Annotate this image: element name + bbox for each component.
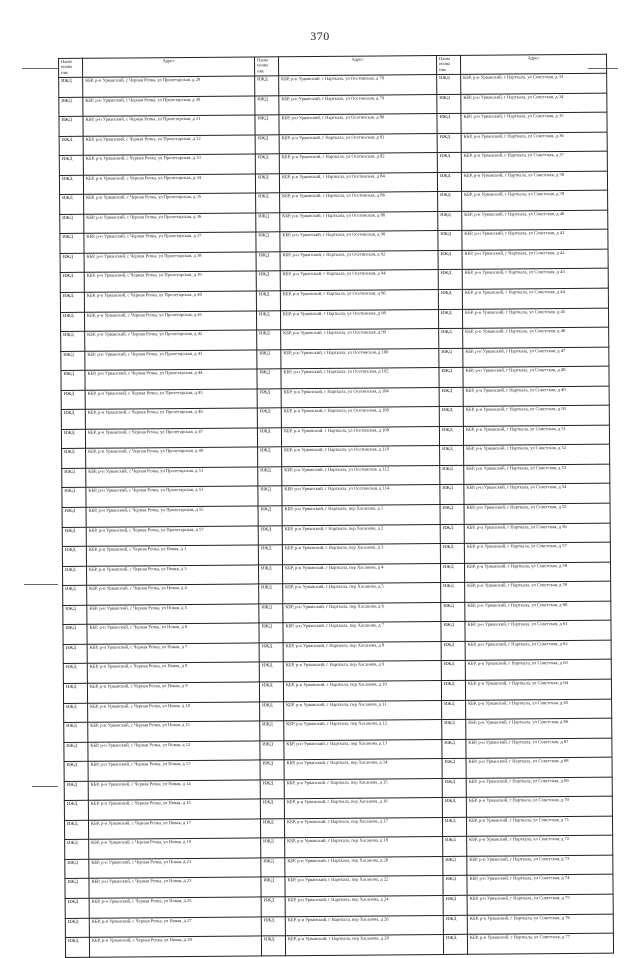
address-cell: КБР, р-н Урванский, г Нарткала, ул Советская, д 33 bbox=[461, 73, 607, 94]
address-cell: КБР, р-н Урванский, г Нарткала, ул Осетинская, д 108 bbox=[281, 426, 439, 447]
building-type-cell: ИЖД bbox=[256, 213, 280, 233]
table-row bbox=[65, 933, 613, 957]
address-cell: КБР, р-н Урванский, г Нарткала, ул Советская, д 73 bbox=[467, 855, 613, 876]
building-type-cell: ИЖД bbox=[65, 859, 89, 879]
building-type-cell: ИЖД bbox=[440, 465, 464, 485]
address-cell: КБР, р-н Урванский, г Нарткала, пер Хасанова, д 13 bbox=[284, 739, 442, 760]
address-cell: КБР, р-н Урванский, с Черная Речка, ул Пролетарская, д 40 bbox=[84, 291, 256, 312]
building-type-cell: ИЖД bbox=[259, 584, 283, 604]
building-type-cell: ИЖД bbox=[60, 273, 84, 293]
address-cell: КБР, р-н Урванский, г Нарткала, ул Советская, д 71 bbox=[466, 816, 612, 837]
building-type-cell: ИЖД bbox=[62, 566, 86, 586]
address-cell: КБР, р-н Урванский, г Нарткала, ул Осетинская, д 104 bbox=[281, 387, 439, 408]
building-type-cell: ИЖД bbox=[64, 761, 88, 781]
address-cell: КБР, р-н Урванский, с Черная Речка, ул Пролетарская, д 30 bbox=[83, 96, 255, 117]
address-cell: КБР, р-н Урванский, г Нарткала, ул Советская, д 39 bbox=[462, 190, 608, 211]
address-cell: КБР, р-н Урванский, г Нарткала, ул Осетинская, д 112 bbox=[282, 465, 440, 486]
address-cell: КБР, р-н Урванский, с Черная Речка, ул Новая, д 19 bbox=[89, 838, 261, 859]
address-cell: КБР, р-н Урванский, г Нарткала, ул Осетинская, д 100 bbox=[281, 348, 439, 369]
building-type-cell: ИЖД bbox=[442, 798, 466, 818]
table-body bbox=[59, 73, 614, 957]
building-type-cell: ИЖД bbox=[63, 683, 87, 703]
building-type-cell: ИЖД bbox=[65, 898, 89, 918]
building-type-cell: ИЖД bbox=[257, 369, 281, 389]
building-type-cell: ИЖД bbox=[259, 604, 283, 624]
address-cell: КБР, р-н Урванский, г Нарткала, ул Осетинская, д 78 bbox=[279, 75, 437, 96]
address-cell: КБР, р-н Урванский, г Нарткала, ул Советская, д 37 bbox=[461, 151, 607, 172]
address-cell: КБР, р-н Урванский, с Черная Речка, ул Пролетарская, д 53 bbox=[86, 486, 258, 507]
address-cell: КБР, р-н Урванский, с Черная Речка, ул Пролетарская, д 57 bbox=[86, 526, 258, 547]
building-type-cell: ИЖД bbox=[443, 876, 467, 896]
address-cell: КБР, р-н Урванский, с Черная Речка, ул Пролетарская, д 44 bbox=[85, 369, 257, 390]
address-cell: КБР, р-н Урванский, г Нарткала, ул Советская, д 60 bbox=[465, 601, 611, 622]
address-cell: КБР, р-н Урванский, с Черная Речка, ул Новая, д 21 bbox=[89, 858, 261, 879]
address-cell: КБР, р-н Урванский, г Нарткала, пер Хасанова, д 2 bbox=[282, 524, 440, 545]
building-type-cell: ИЖД bbox=[257, 330, 281, 350]
address-cell: КБР, р-н Урванский, с Черная Речка, ул Новая, д 17 bbox=[88, 819, 260, 840]
building-type-cell: ИЖД bbox=[64, 722, 88, 742]
address-cell: КБР, р-н Урванский, г Нарткала, ул Советская, д 64 bbox=[465, 679, 611, 700]
address-cell: КБР, р-н Урванский, г Нарткала, ул Советская, д 68 bbox=[466, 757, 612, 778]
address-cell: КБР, р-н Урванский, с Черная Речка, ул Пролетарская, д 29 bbox=[83, 76, 255, 97]
building-type-cell: ИЖД bbox=[440, 563, 464, 583]
building-type-cell: ИЖД bbox=[440, 446, 464, 466]
address-cell: КБР, р-н Урванский, с Черная Речка, ул Новая, д 1 bbox=[86, 545, 258, 566]
building-type-cell: ИЖД bbox=[60, 292, 84, 312]
address-cell: КБР, р-н Урванский, с Черная Речка, ул Новая, д 9 bbox=[87, 682, 259, 703]
building-type-cell: ИЖД bbox=[61, 390, 85, 410]
building-type-cell: ИЖД bbox=[256, 310, 280, 330]
building-type-cell: ИЖД bbox=[59, 155, 83, 175]
address-cell: КБР, р-н Урванский, г Нарткала, пер Хасанова, д 3 bbox=[282, 544, 440, 565]
address-cell: КБР, р-н Урванский, г Нарткала, ул Советская, д 52 bbox=[464, 445, 610, 466]
building-type-cell: ИЖД bbox=[442, 817, 466, 837]
building-type-cell: ИЖД bbox=[258, 525, 282, 545]
building-type-cell: ИЖД bbox=[60, 195, 84, 215]
building-type-cell: ИЖД bbox=[61, 371, 85, 391]
building-type-cell: ИЖД bbox=[65, 918, 89, 938]
building-type-cell: ИЖД bbox=[59, 116, 83, 136]
address-cell: КБР, р-н Урванский, с Черная Речка, ул Пролетарская, д 34 bbox=[83, 174, 255, 195]
address-cell: КБР, р-н Урванский, с Черная Речка, ул Пролетарская, д 55 bbox=[86, 506, 258, 527]
building-type-cell: ИЖД bbox=[439, 426, 463, 446]
address-cell: КБР, р-н Урванский, г Нарткала, ул Советская, д 61 bbox=[465, 620, 611, 641]
address-cell: КБР, р-н Урванский, г Нарткала, пер Хасанова, д 7 bbox=[283, 622, 441, 643]
building-type-cell: ИЖД bbox=[437, 133, 461, 153]
address-cell: КБР, р-н Урванский, с Черная Речка, ул Новая, д 27 bbox=[89, 916, 261, 937]
address-cell: КБР, р-н Урванский, с Черная Речка, ул Новая, д 7 bbox=[87, 643, 259, 664]
building-type-cell: ИЖД bbox=[259, 623, 283, 643]
address-cell: КБР, р-н Урванский, г Нарткала, ул Советская, д 44 bbox=[462, 288, 608, 309]
building-type-cell: ИЖД bbox=[65, 840, 89, 860]
building-type-cell: ИЖД bbox=[61, 429, 85, 449]
address-cell: КБР, р-н Урванский, г Нарткала, ул Осетинская, д 102 bbox=[281, 368, 439, 389]
address-cell: КБР, р-н Урванский, с Черная Речка, ул Новая, д 10 bbox=[88, 701, 260, 722]
building-type-cell: ИЖД bbox=[255, 134, 279, 154]
building-type-cell: ИЖД bbox=[65, 879, 89, 899]
building-type-cell: ИЖД bbox=[258, 564, 282, 584]
building-type-cell: ИЖД bbox=[255, 76, 279, 96]
address-cell: КБР, р-н Урванский, с Черная Речка, ул Пролетарская, д 33 bbox=[83, 154, 255, 175]
address-cell: КБР, р-н Урванский, с Черная Речка, ул Пролетарская, д 45 bbox=[85, 389, 257, 410]
column-header-address-2: Адрес bbox=[278, 56, 436, 76]
address-cell: КБР, р-н Урванский, г Нарткала, пер Хасанова, д 6 bbox=[283, 602, 441, 623]
address-cell: КБР, р-н Урванский, г Нарткала, ул Советская, д 57 bbox=[464, 542, 610, 563]
address-cell: КБР, р-н Урванский, г Нарткала, пер Хасанова, д 22 bbox=[285, 876, 443, 897]
building-type-cell: ИЖД bbox=[258, 486, 282, 506]
building-type-cell: ИЖД bbox=[443, 934, 467, 954]
building-type-cell: ИЖД bbox=[440, 485, 464, 505]
address-cell: КБР, р-н Урванский, г Нарткала, ул Осетинская, д 92 bbox=[280, 250, 438, 271]
building-type-cell: ИЖД bbox=[260, 760, 284, 780]
address-cell: КБР, р-н Урванский, г Нарткала, ул Советская, д 42 bbox=[462, 249, 608, 270]
address-cell: КБР, р-н Урванский, г Нарткала, ул Советская, д 77 bbox=[467, 933, 613, 954]
address-cell: КБР, р-н Урванский, г Нарткала, пер Хасанова, д 20 bbox=[285, 856, 443, 877]
building-type-cell: ИЖД bbox=[261, 838, 285, 858]
building-type-cell: ИЖД bbox=[441, 622, 465, 642]
column-header-type-3: Наим енова ние bbox=[436, 55, 460, 74]
address-cell: КБР, р-н Урванский, г Нарткала, ул Советская, д 74 bbox=[467, 875, 613, 896]
building-type-cell: ИЖД bbox=[437, 74, 461, 94]
address-cell: КБР, р-н Урванский, г Нарткала, ул Советская, д 53 bbox=[464, 464, 610, 485]
building-type-cell: ИЖД bbox=[64, 801, 88, 821]
address-cell: КБР, р-н Урванский, г Нарткала, пер Хасанова, д 28 bbox=[285, 935, 443, 956]
scan-edge-mark bbox=[22, 68, 58, 69]
address-cell: КБР, р-н Урванский, г Нарткала, ул Советская, д 66 bbox=[466, 718, 612, 739]
address-cell: КБР, р-н Урванский, с Черная Речка, ул Пролетарская, д 47 bbox=[85, 428, 257, 449]
building-type-cell: ИЖД bbox=[443, 895, 467, 915]
address-cell: КБР, р-н Урванский, с Черная Речка, ул Пролетарская, д 42 bbox=[85, 330, 257, 351]
address-cell: КБР, р-н Урванский, г Нарткала, пер Хасанова, д 1 bbox=[282, 505, 440, 526]
address-cell: КБР, р-н Урванский, с Черная Речка, ул Пролетарская, д 49 bbox=[86, 447, 258, 468]
address-cell: КБР, р-н Урванский, г Нарткала, ул Советская, д 72 bbox=[467, 835, 613, 856]
building-type-cell: ИЖД bbox=[255, 154, 279, 174]
building-type-cell: ИЖД bbox=[62, 527, 86, 547]
address-cell: КБР, р-н Урванский, г Нарткала, ул Осетинская, д 114 bbox=[282, 485, 440, 506]
building-type-cell: ИЖД bbox=[439, 387, 463, 407]
address-cell: КБР, р-н Урванский, с Черная Речка, ул Новая, д 15 bbox=[88, 799, 260, 820]
building-type-cell: ИЖД bbox=[260, 701, 284, 721]
building-type-cell: ИЖД bbox=[64, 781, 88, 801]
building-type-cell: ИЖД bbox=[259, 643, 283, 663]
address-cell: КБР, р-н Урванский, г Нарткала, пер Хасанова, д 9 bbox=[283, 661, 441, 682]
building-type-cell: ИЖД bbox=[62, 449, 86, 469]
address-cell: КБР, р-н Урванский, с Черная Речка, ул Пролетарская, д 32 bbox=[83, 135, 255, 156]
building-type-cell: ИЖД bbox=[258, 506, 282, 526]
address-cell: КБР, р-н Урванский, г Нарткала, ул Осетинская, д 86 bbox=[280, 192, 438, 213]
building-type-cell: ИЖД bbox=[59, 136, 83, 156]
address-cell: КБР, р-н Урванский, г Нарткала, ул Советская, д 46 bbox=[463, 327, 609, 348]
address-cell: КБР, р-н Урванский, г Нарткала, ул Советская, д 59 bbox=[465, 581, 611, 602]
address-cell: КБР, р-н Урванский, с Черная Речка, ул Пролетарская, д 37 bbox=[84, 232, 256, 253]
building-type-cell: ИЖД bbox=[62, 507, 86, 527]
building-type-cell: ИЖД bbox=[259, 662, 283, 682]
address-cell: КБР, р-н Урванский, г Нарткала, ул Осетинская, д 84 bbox=[279, 172, 437, 193]
address-cell: КБР, р-н Урванский, г Нарткала, ул Советская, д 70 bbox=[466, 796, 612, 817]
building-type-cell: ИЖД bbox=[60, 312, 84, 332]
address-cell: КБР, р-н Урванский, г Нарткала, ул Советская, д 58 bbox=[464, 562, 610, 583]
building-type-cell: ИЖД bbox=[255, 95, 279, 115]
building-type-cell: ИЖД bbox=[442, 700, 466, 720]
address-cell: КБР, р-н Урванский, с Черная Речка, ул Новая, д 23 bbox=[89, 877, 261, 898]
building-type-cell: ИЖД bbox=[441, 680, 465, 700]
address-cell: КБР, р-н Урванский, с Черная Речка, ул Новая, д 6 bbox=[87, 623, 259, 644]
building-type-cell: ИЖД bbox=[438, 250, 462, 270]
address-cell: КБР, р-н Урванский, с Черная Речка, ул Новая, д 8 bbox=[87, 662, 259, 683]
building-type-cell: ИЖД bbox=[59, 77, 83, 97]
building-type-cell: ИЖД bbox=[443, 856, 467, 876]
column-header-type-2: Наим енова ние bbox=[254, 57, 278, 76]
address-cell: КБР, р-н Урванский, г Нарткала, ул Советская, д 63 bbox=[465, 660, 611, 681]
address-cell: КБР, р-н Урванский, с Черная Речка, ул Пролетарская, д 38 bbox=[84, 252, 256, 273]
building-type-cell: ИЖД bbox=[437, 113, 461, 133]
building-type-cell: ИЖД bbox=[258, 545, 282, 565]
address-cell: КБР, р-н Урванский, г Нарткала, ул Советская, д 75 bbox=[467, 894, 613, 915]
column-header-address-3: Адрес bbox=[460, 54, 606, 74]
building-type-cell: ИЖД bbox=[62, 468, 86, 488]
building-type-cell: ИЖД bbox=[64, 703, 88, 723]
building-type-cell: ИЖД bbox=[59, 97, 83, 117]
building-type-cell: ИЖД bbox=[442, 758, 466, 778]
building-type-cell: ИЖД bbox=[441, 583, 465, 603]
address-cell: КБР, р-н Урванский, г Нарткала, ул Осетинская, д 94 bbox=[280, 270, 438, 291]
building-type-cell: ИЖД bbox=[63, 605, 87, 625]
building-type-cell: ИЖД bbox=[256, 232, 280, 252]
building-type-cell: ИЖД bbox=[442, 778, 466, 798]
address-cell: КБР, р-н Урванский, с Черная Речка, ул Пролетарская, д 31 bbox=[83, 115, 255, 136]
address-cell: КБР, р-н Урванский, г Нарткала, ул Советская, д 55 bbox=[464, 503, 610, 524]
address-cell: КБР, р-н Урванский, г Нарткала, ул Советская, д 76 bbox=[467, 914, 613, 935]
address-cell: КБР, р-н Урванский, г Нарткала, ул Осетинская, д 88 bbox=[280, 211, 438, 232]
address-cell: КБР, р-н Урванский, г Нарткала, ул Советская, д 36 bbox=[461, 132, 607, 153]
building-type-cell: ИЖД bbox=[63, 644, 87, 664]
address-cell: КБР, р-н Урванский, г Нарткала, ул Советская, д 67 bbox=[466, 738, 612, 759]
address-cell: КБР, р-н Урванский, г Нарткала, ул Советская, д 50 bbox=[463, 405, 609, 426]
building-type-cell: ИЖД bbox=[257, 349, 281, 369]
address-cell: КБР, р-н Урванский, с Черная Речка, ул Пролетарская, д 51 bbox=[86, 467, 258, 488]
building-type-cell: ИЖД bbox=[440, 524, 464, 544]
building-type-cell: ИЖД bbox=[442, 719, 466, 739]
building-type-cell: ИЖД bbox=[260, 799, 284, 819]
address-cell: КБР, р-н Урванский, г Нарткала, пер Хасанова, д 18 bbox=[285, 837, 443, 858]
building-type-cell: ИЖД bbox=[261, 858, 285, 878]
building-type-cell: ИЖД bbox=[65, 937, 89, 957]
address-cell: КБР, р-н Урванский, г Нарткала, пер Хасанова, д 12 bbox=[284, 720, 442, 741]
building-type-cell: ИЖД bbox=[255, 115, 279, 135]
building-type-cell: ИЖД bbox=[440, 504, 464, 524]
address-cell: КБР, р-н Урванский, г Нарткала, ул Осетинская, д 96 bbox=[280, 290, 438, 311]
building-type-cell: ИЖД bbox=[256, 291, 280, 311]
building-type-cell: ИЖД bbox=[438, 289, 462, 309]
address-cell: КБР, р-н Урванский, г Нарткала, ул Советская, д 47 bbox=[463, 347, 609, 368]
building-type-cell: ИЖД bbox=[438, 309, 462, 329]
building-type-cell: ИЖД bbox=[437, 153, 461, 173]
building-type-cell: ИЖД bbox=[437, 172, 461, 192]
building-type-cell: ИЖД bbox=[63, 625, 87, 645]
address-cell: КБР, р-н Урванский, г Нарткала, ул Осетинская, д 98 bbox=[280, 309, 438, 330]
building-type-cell: ИЖД bbox=[256, 193, 280, 213]
building-type-cell: ИЖД bbox=[261, 897, 285, 917]
address-cell: КБР, р-н Урванский, г Нарткала, пер Хасанова, д 16 bbox=[284, 798, 442, 819]
address-cell: КБР, р-н Урванский, г Нарткала, ул Советская, д 49 bbox=[463, 386, 609, 407]
address-cell: КБР, р-н Урванский, г Нарткала, ул Советская, д 62 bbox=[465, 640, 611, 661]
building-type-cell: ИЖД bbox=[257, 408, 281, 428]
address-cell: КБР, р-н Урванский, г Нарткала, ул Советская, д 34 bbox=[461, 93, 607, 114]
address-cell: КБР, р-н Урванский, г Нарткала, ул Советская, д 65 bbox=[466, 699, 612, 720]
building-type-cell: ИЖД bbox=[440, 543, 464, 563]
building-type-cell: ИЖД bbox=[256, 252, 280, 272]
address-cell: КБР, р-н Урванский, г Нарткала, ул Осетинская, д 110 bbox=[282, 446, 440, 467]
address-cell: КБР, р-н Урванский, г Нарткала, ул Советская, д 51 bbox=[463, 425, 609, 446]
building-type-cell: ИЖД bbox=[63, 586, 87, 606]
address-cell: КБР, р-н Урванский, г Нарткала, ул Осетинская, д 99 bbox=[281, 329, 439, 350]
building-type-cell: ИЖД bbox=[437, 94, 461, 114]
building-type-cell: ИЖД bbox=[438, 231, 462, 251]
building-type-cell: ИЖД bbox=[261, 877, 285, 897]
address-cell: КБР, р-н Урванский, г Нарткала, ул Осетинская, д 106 bbox=[281, 407, 439, 428]
address-cell: КБР, р-н Урванский, г Нарткала, пер Хасанова, д 24 bbox=[285, 895, 443, 916]
address-cell: КБР, р-н Урванский, г Нарткала, ул Советская, д 48 bbox=[463, 366, 609, 387]
building-type-cell: ИЖД bbox=[441, 661, 465, 681]
building-type-cell: ИЖД bbox=[441, 602, 465, 622]
building-type-cell: ИЖД bbox=[62, 546, 86, 566]
building-type-cell: ИЖД bbox=[438, 211, 462, 231]
building-type-cell: ИЖД bbox=[261, 936, 285, 956]
building-type-cell: ИЖД bbox=[260, 721, 284, 741]
scan-edge-mark bbox=[24, 584, 58, 585]
address-cell: КБР, р-н Урванский, с Черная Речка, ул Новая, д 14 bbox=[88, 780, 260, 801]
building-type-cell: ИЖД bbox=[443, 915, 467, 935]
address-cell: КБР, р-н Урванский, г Нарткала, ул Осетинская, д 81 bbox=[279, 133, 437, 154]
address-cell: КБР, р-н Урванский, с Черная Речка, ул Пролетарская, д 46 bbox=[85, 408, 257, 429]
address-cell: КБР, р-н Урванский, с Черная Речка, ул Новая, д 29 bbox=[89, 936, 261, 957]
address-cell: КБР, р-н Урванский, г Нарткала, пер Хасанова, д 10 bbox=[283, 680, 441, 701]
building-type-cell: ИЖД bbox=[257, 389, 281, 409]
address-cell: КБР, р-н Урванский, с Черная Речка, ул Пролетарская, д 41 bbox=[84, 311, 256, 332]
address-cell: КБР, р-н Урванский, с Черная Речка, ул Пролетарская, д 36 bbox=[84, 213, 256, 234]
scan-edge-mark bbox=[32, 786, 58, 787]
building-type-cell: ИЖД bbox=[439, 328, 463, 348]
address-cell: КБР, р-н Урванский, г Нарткала, ул Советская, д 43 bbox=[462, 269, 608, 290]
building-type-cell: ИЖД bbox=[256, 271, 280, 291]
address-cell: КБР, р-н Урванский, г Нарткала, ул Осетинская, д 79 bbox=[279, 94, 437, 115]
address-cell: КБР, р-н Урванский, г Нарткала, ул Осетинская, д 90 bbox=[280, 231, 438, 252]
building-type-cell: ИЖД bbox=[59, 175, 83, 195]
building-type-cell: ИЖД bbox=[260, 819, 284, 839]
building-type-cell: ИЖД bbox=[64, 820, 88, 840]
building-type-cell: ИЖД bbox=[64, 742, 88, 762]
address-cell: КБР, р-н Урванский, г Нарткала, ул Осетинская, д 80 bbox=[279, 114, 437, 135]
address-cell: КБР, р-н Урванский, г Нарткала, ул Советская, д 69 bbox=[466, 777, 612, 798]
address-cell: КБР, р-н Урванский, с Черная Речка, ул Новая, д 3 bbox=[86, 565, 258, 586]
building-type-cell: ИЖД bbox=[255, 173, 279, 193]
address-registry-table bbox=[58, 54, 614, 958]
building-type-cell: ИЖД bbox=[442, 739, 466, 759]
address-cell: КБР, р-н Урванский, г Нарткала, ул Советская, д 38 bbox=[461, 171, 607, 192]
building-type-cell: ИЖД bbox=[258, 447, 282, 467]
building-type-cell: ИЖД bbox=[61, 351, 85, 371]
building-type-cell: ИЖД bbox=[439, 348, 463, 368]
building-type-cell: ИЖД bbox=[63, 664, 87, 684]
column-header-address-1: Адрес bbox=[83, 57, 255, 77]
address-cell: КБР, р-н Урванский, г Нарткала, пер Хасанова, д 14 bbox=[284, 759, 442, 780]
building-type-cell: ИЖД bbox=[259, 682, 283, 702]
building-type-cell: ИЖД bbox=[438, 192, 462, 212]
building-type-cell: ИЖД bbox=[258, 467, 282, 487]
address-cell: КБР, р-н Урванский, г Нарткала, пер Хасанова, д 17 bbox=[284, 817, 442, 838]
building-type-cell: ИЖД bbox=[61, 410, 85, 430]
building-type-cell: ИЖД bbox=[443, 837, 467, 857]
building-type-cell: ИЖД bbox=[61, 331, 85, 351]
address-cell: КБР, р-н Урванский, с Черная Речка, ул Новая, д 25 bbox=[89, 897, 261, 918]
building-type-cell: ИЖД bbox=[257, 428, 281, 448]
building-type-cell: ИЖД bbox=[438, 270, 462, 290]
building-type-cell: ИЖД bbox=[260, 779, 284, 799]
building-type-cell: ИЖД bbox=[60, 253, 84, 273]
address-cell: КБР, р-н Урванский, г Нарткала, пер Хасанова, д 8 bbox=[283, 641, 441, 662]
building-type-cell: ИЖД bbox=[60, 234, 84, 254]
address-cell: КБР, р-н Урванский, с Черная Речка, ул Новая, д 12 bbox=[88, 741, 260, 762]
address-cell: КБР, р-н Урванский, г Нарткала, ул Осетинская, д 82 bbox=[279, 153, 437, 174]
building-type-cell: ИЖД bbox=[60, 214, 84, 234]
address-cell: КБР, р-н Урванский, г Нарткала, пер Хасанова, д 4 bbox=[282, 563, 440, 584]
address-cell: КБР, р-н Урванский, с Черная Речка, ул Пролетарская, д 43 bbox=[85, 350, 257, 371]
address-cell: КБР, р-н Урванский, г Нарткала, ул Советская, д 35 bbox=[461, 112, 607, 133]
address-cell: КБР, р-н Урванский, г Нарткала, пер Хасанова, д 15 bbox=[284, 778, 442, 799]
address-cell: КБР, р-н Урванский, с Черная Речка, ул Пролетарская, д 39 bbox=[84, 271, 256, 292]
page-number: 370 bbox=[310, 29, 330, 43]
building-type-cell: ИЖД bbox=[439, 368, 463, 388]
address-cell: КБР, р-н Урванский, г Нарткала, пер Хасанова, д 26 bbox=[285, 915, 443, 936]
address-cell: КБР, р-н Урванский, с Черная Речка, ул Новая, д 4 bbox=[87, 584, 259, 605]
address-cell: КБР, р-н Урванский, с Черная Речка, ул Пролетарская, д 35 bbox=[84, 193, 256, 214]
building-type-cell: ИЖД bbox=[439, 407, 463, 427]
building-type-cell: ИЖД bbox=[62, 488, 86, 508]
address-cell: КБР, р-н Урванский, с Черная Речка, ул Новая, д 11 bbox=[88, 721, 260, 742]
building-type-cell: ИЖД bbox=[260, 740, 284, 760]
address-cell: КБР, р-н Урванский, г Нарткала, ул Советская, д 54 bbox=[464, 484, 610, 505]
address-cell: КБР, р-н Урванский, с Черная Речка, ул Новая, д 13 bbox=[88, 760, 260, 781]
address-cell: КБР, р-н Урванский, г Нарткала, ул Советская, д 41 bbox=[462, 230, 608, 251]
address-cell: КБР, р-н Урванский, г Нарткала, ул Советская, д 56 bbox=[464, 523, 610, 544]
address-cell: КБР, р-н Урванский, г Нарткала, ул Советская, д 40 bbox=[462, 210, 608, 231]
column-header-type-1: Наим енова ние bbox=[59, 58, 83, 77]
address-cell: КБР, р-н Урванский, г Нарткала, ул Советская, д 45 bbox=[462, 308, 608, 329]
address-cell: КБР, р-н Урванский, г Нарткала, пер Хасанова, д 11 bbox=[284, 700, 442, 721]
building-type-cell: ИЖД bbox=[441, 641, 465, 661]
building-type-cell: ИЖД bbox=[261, 916, 285, 936]
address-cell: КБР, р-н Урванский, с Черная Речка, ул Новая, д 5 bbox=[87, 604, 259, 625]
address-cell: КБР, р-н Урванский, г Нарткала, пер Хасанова, д 5 bbox=[283, 583, 441, 604]
